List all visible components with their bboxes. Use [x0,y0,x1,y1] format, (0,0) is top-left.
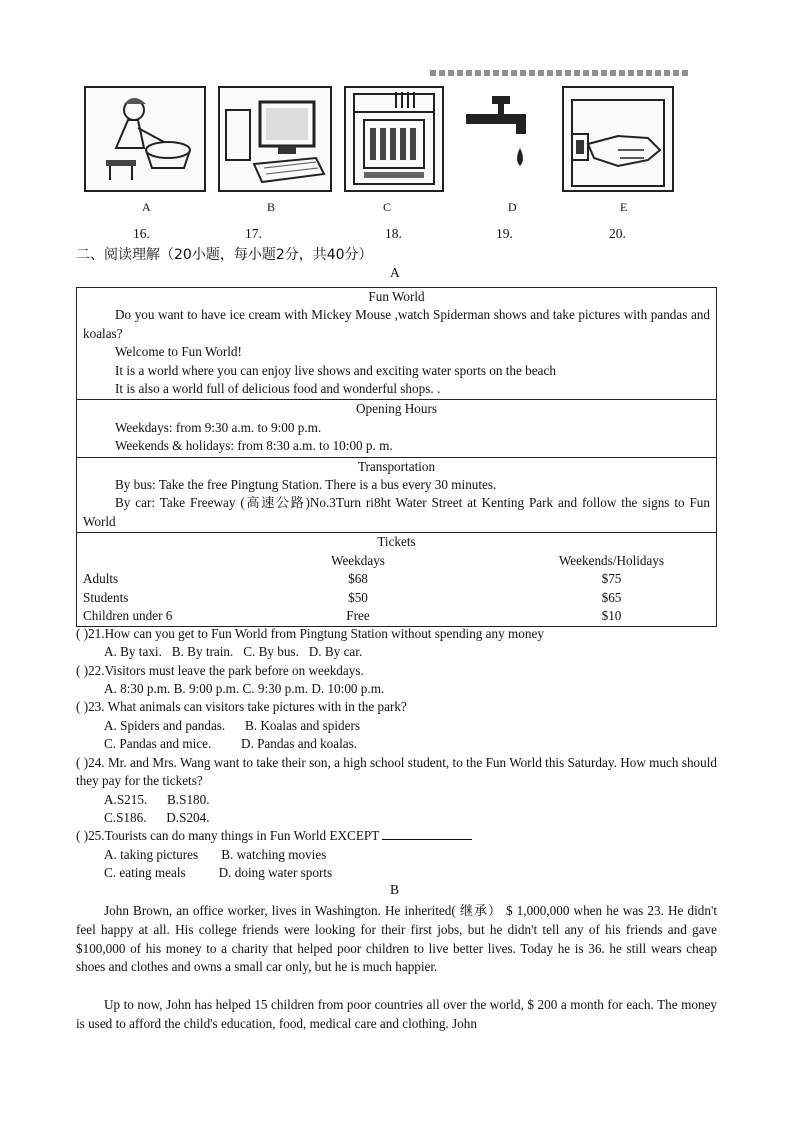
ticket-label: Children under 6 [83,607,173,623]
intro-line-2: Welcome to Fun World! [115,344,242,360]
question-25-text: ( )25.Tourists can do many things in Fun World EXCEPT [76,828,380,843]
ticket-weekend-price: $10 [601,607,622,623]
hours-cell [77,400,717,457]
section-title: 二、阅读理解（20小题，每小题2分，共40分） [76,247,373,263]
question-25-options-1: A. taking pictures B. watching movies [104,847,327,862]
picture-letter-d: D [508,200,517,214]
tickets-header-row [83,552,710,570]
picture-letter-c: C [383,200,392,214]
transport-cell [77,457,717,533]
picture-c-dishwasher [344,86,444,192]
question-22: ( )22.Visitors must leave the park before on weekdays. [76,663,364,678]
question-number-16: 16. [133,226,150,241]
ticket-weekday-price: $50 [348,589,368,605]
fun-world-info-table [76,287,717,627]
picture-letter-e: E [620,200,628,214]
hours-weekends: Weekends & holidays: from 8:30 a.m. to 10:00 p. m. [115,438,393,454]
passage-b-paragraph-1: John Brown, an office worker, lives in Washington. He inherited( 继承） $ 1,000,000 when he was 23. He didn't feel happy at all. His college friends were looking for their first jobs, but he didn't tell any of his friends and gave $100,000 of his money to a charity that helped poor children to live better lives. Today he is 36. he still wears cheap shoes and clothes and owns a small car only, but he is much happier. [76,903,717,975]
question-number-20: 20. [609,226,626,241]
tickets-title: Tickets [377,534,416,550]
ticket-weekday-price: $68 [348,571,368,587]
question-23-options-2: C. Pandas and mice. D. Pandas and koalas. [104,736,358,751]
picture-b-computer [218,86,332,192]
ticket-label: Adults [83,571,119,587]
tickets-col-weekends: Weekends/Holidays [558,552,665,568]
question-25-options-2: C. eating meals D. doing water sports [104,865,333,880]
passage-b-paragraph-2: Up to now, John has helped 15 children from poor countries all over the world, $ 200 a month for each. The money is used to afford the child's education, food, medical care and clothing. John [76,997,717,1031]
hours-weekdays: Weekdays: from 9:30 a.m. to 9:00 p.m. [115,419,322,435]
picture-letter-b: B [267,200,276,214]
intro-line-1: Do you want to have ice cream with Mickey Mouse ,watch Spiderman shows and take pictures with pandas and koalas? [83,307,710,341]
intro-line-4: It is also a world full of delicious food and wonderful shops. . [115,381,441,397]
question-21-options: A. By taxi. B. By train. C. By bus. D. By car. [104,644,363,659]
tickets-col-weekdays: Weekdays [331,552,385,568]
passage-b-label: B [390,882,400,897]
passage-a-label: A [390,265,400,280]
hours-title: Opening Hours [356,401,437,417]
picture-e-light-switch [562,86,674,192]
question-25 [76,827,717,845]
question-number-17: 17. [245,226,262,241]
intro-cell [77,288,717,400]
ticket-weekend-price: $75 [601,571,622,587]
tickets-row [83,570,710,588]
question-number-18: 18. [385,226,402,241]
question-24-options-2: C.S186. D.S204. [104,810,210,825]
picture-d-dripping-tap [458,86,546,188]
transport-title: Transportation [357,458,436,474]
tickets-row [83,589,710,607]
question-number-19: 19. [496,226,513,241]
tickets-row [83,607,710,625]
question-22-options: A. 8:30 p.m. B. 9:00 p.m. C. 9:30 p.m. D. 10:00 p.m. [104,681,385,696]
transport-car: By car: Take Freeway (高速公路)No.3Turn ri8ht Water Street at Kenting Park and follow the signs to Fun World [83,495,710,529]
question-23-options-1: A. Spiders and pandas. B. Koalas and spiders [104,718,361,733]
question-24: ( )24. Mr. and Mrs. Wang want to take their son, a high school student, to the Fun World this Saturday. How much should they pay for the tickets? [76,755,717,789]
question-23: ( )23. What animals can visitors take pictures with in the park? [76,699,407,714]
ticket-label: Students [83,589,129,605]
tickets-cell [77,533,717,627]
ticket-weekend-price: $65 [601,589,622,605]
picture-letter-a: A [142,200,151,214]
transport-bus: By bus: Take the free Pingtung Station. There is a bus every 30 minutes. [115,477,497,493]
picture-a-washing-clothes [84,86,206,192]
question-21: ( )21.How can you get to Fun World from Pingtung Station without spending any money [76,626,544,641]
intro-line-3: It is a world where you can enjoy live shows and exciting water sports on the beach [115,362,556,378]
picture-header-fragment [430,70,690,78]
fun-world-title: Fun World [368,289,425,304]
ticket-weekday-price: Free [346,607,370,623]
answer-blank [382,827,472,840]
question-24-options-1: A.S215. B.S180. [104,792,210,807]
